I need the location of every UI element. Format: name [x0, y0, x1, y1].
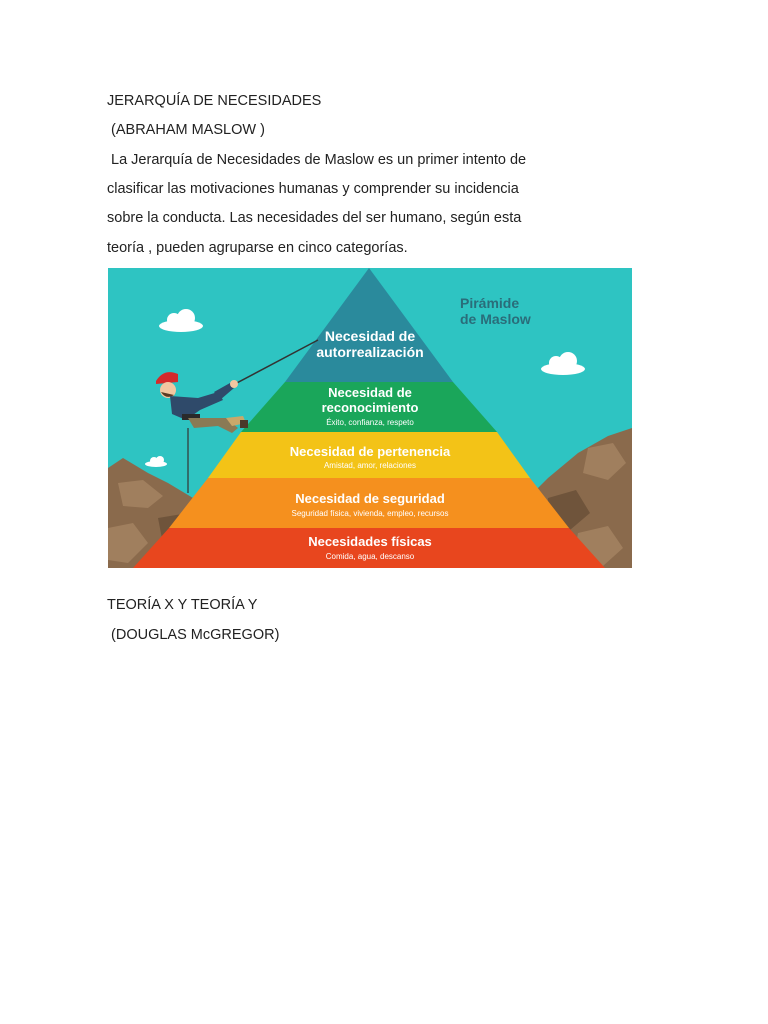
level-4-subtitle: Éxito, confianza, respeto [326, 418, 414, 427]
paragraph-line: clasificar las motivaciones humanas y comprender su incidencia [107, 181, 519, 197]
heading-theory-xy: TEORÍA X Y TEORÍA Y [107, 597, 258, 613]
level-4-label: Necesidad de [328, 385, 412, 400]
author-mcgregor: (DOUGLAS McGREGOR) [107, 627, 280, 643]
figure-title: Pirámide [460, 295, 520, 311]
author-maslow: (ABRAHAM MASLOW ) [107, 122, 265, 138]
level-1-subtitle: Comida, agua, descanso [325, 552, 415, 561]
paragraph-line: teoría , pueden agruparse en cinco categorías. [107, 240, 408, 256]
level-3-label: Necesidad de pertenencia [289, 444, 451, 459]
paragraph-line: La Jerarquía de Necesidades de Maslow es un primer intento de [107, 152, 527, 168]
level-2-label: Necesidad de seguridad [295, 491, 445, 506]
figure-title: de Maslow [460, 311, 531, 327]
heading-maslow: JERARQUÍA DE NECESIDADES [107, 93, 322, 109]
level-3-subtitle: Amistad, amor, relaciones [323, 461, 417, 470]
maslow-pyramid-figure [108, 268, 632, 568]
level-4-label: reconocimiento [321, 400, 419, 415]
paragraph-line: sobre la conducta. Las necesidades del ser humano, según esta [107, 210, 522, 226]
level-2-subtitle: Seguridad física, vivienda, empleo, recursos [291, 509, 449, 518]
level-5-label: Necesidad de [324, 328, 416, 344]
level-1-label: Necesidades físicas [308, 534, 432, 549]
level-5-label: autorrealización [316, 344, 424, 360]
